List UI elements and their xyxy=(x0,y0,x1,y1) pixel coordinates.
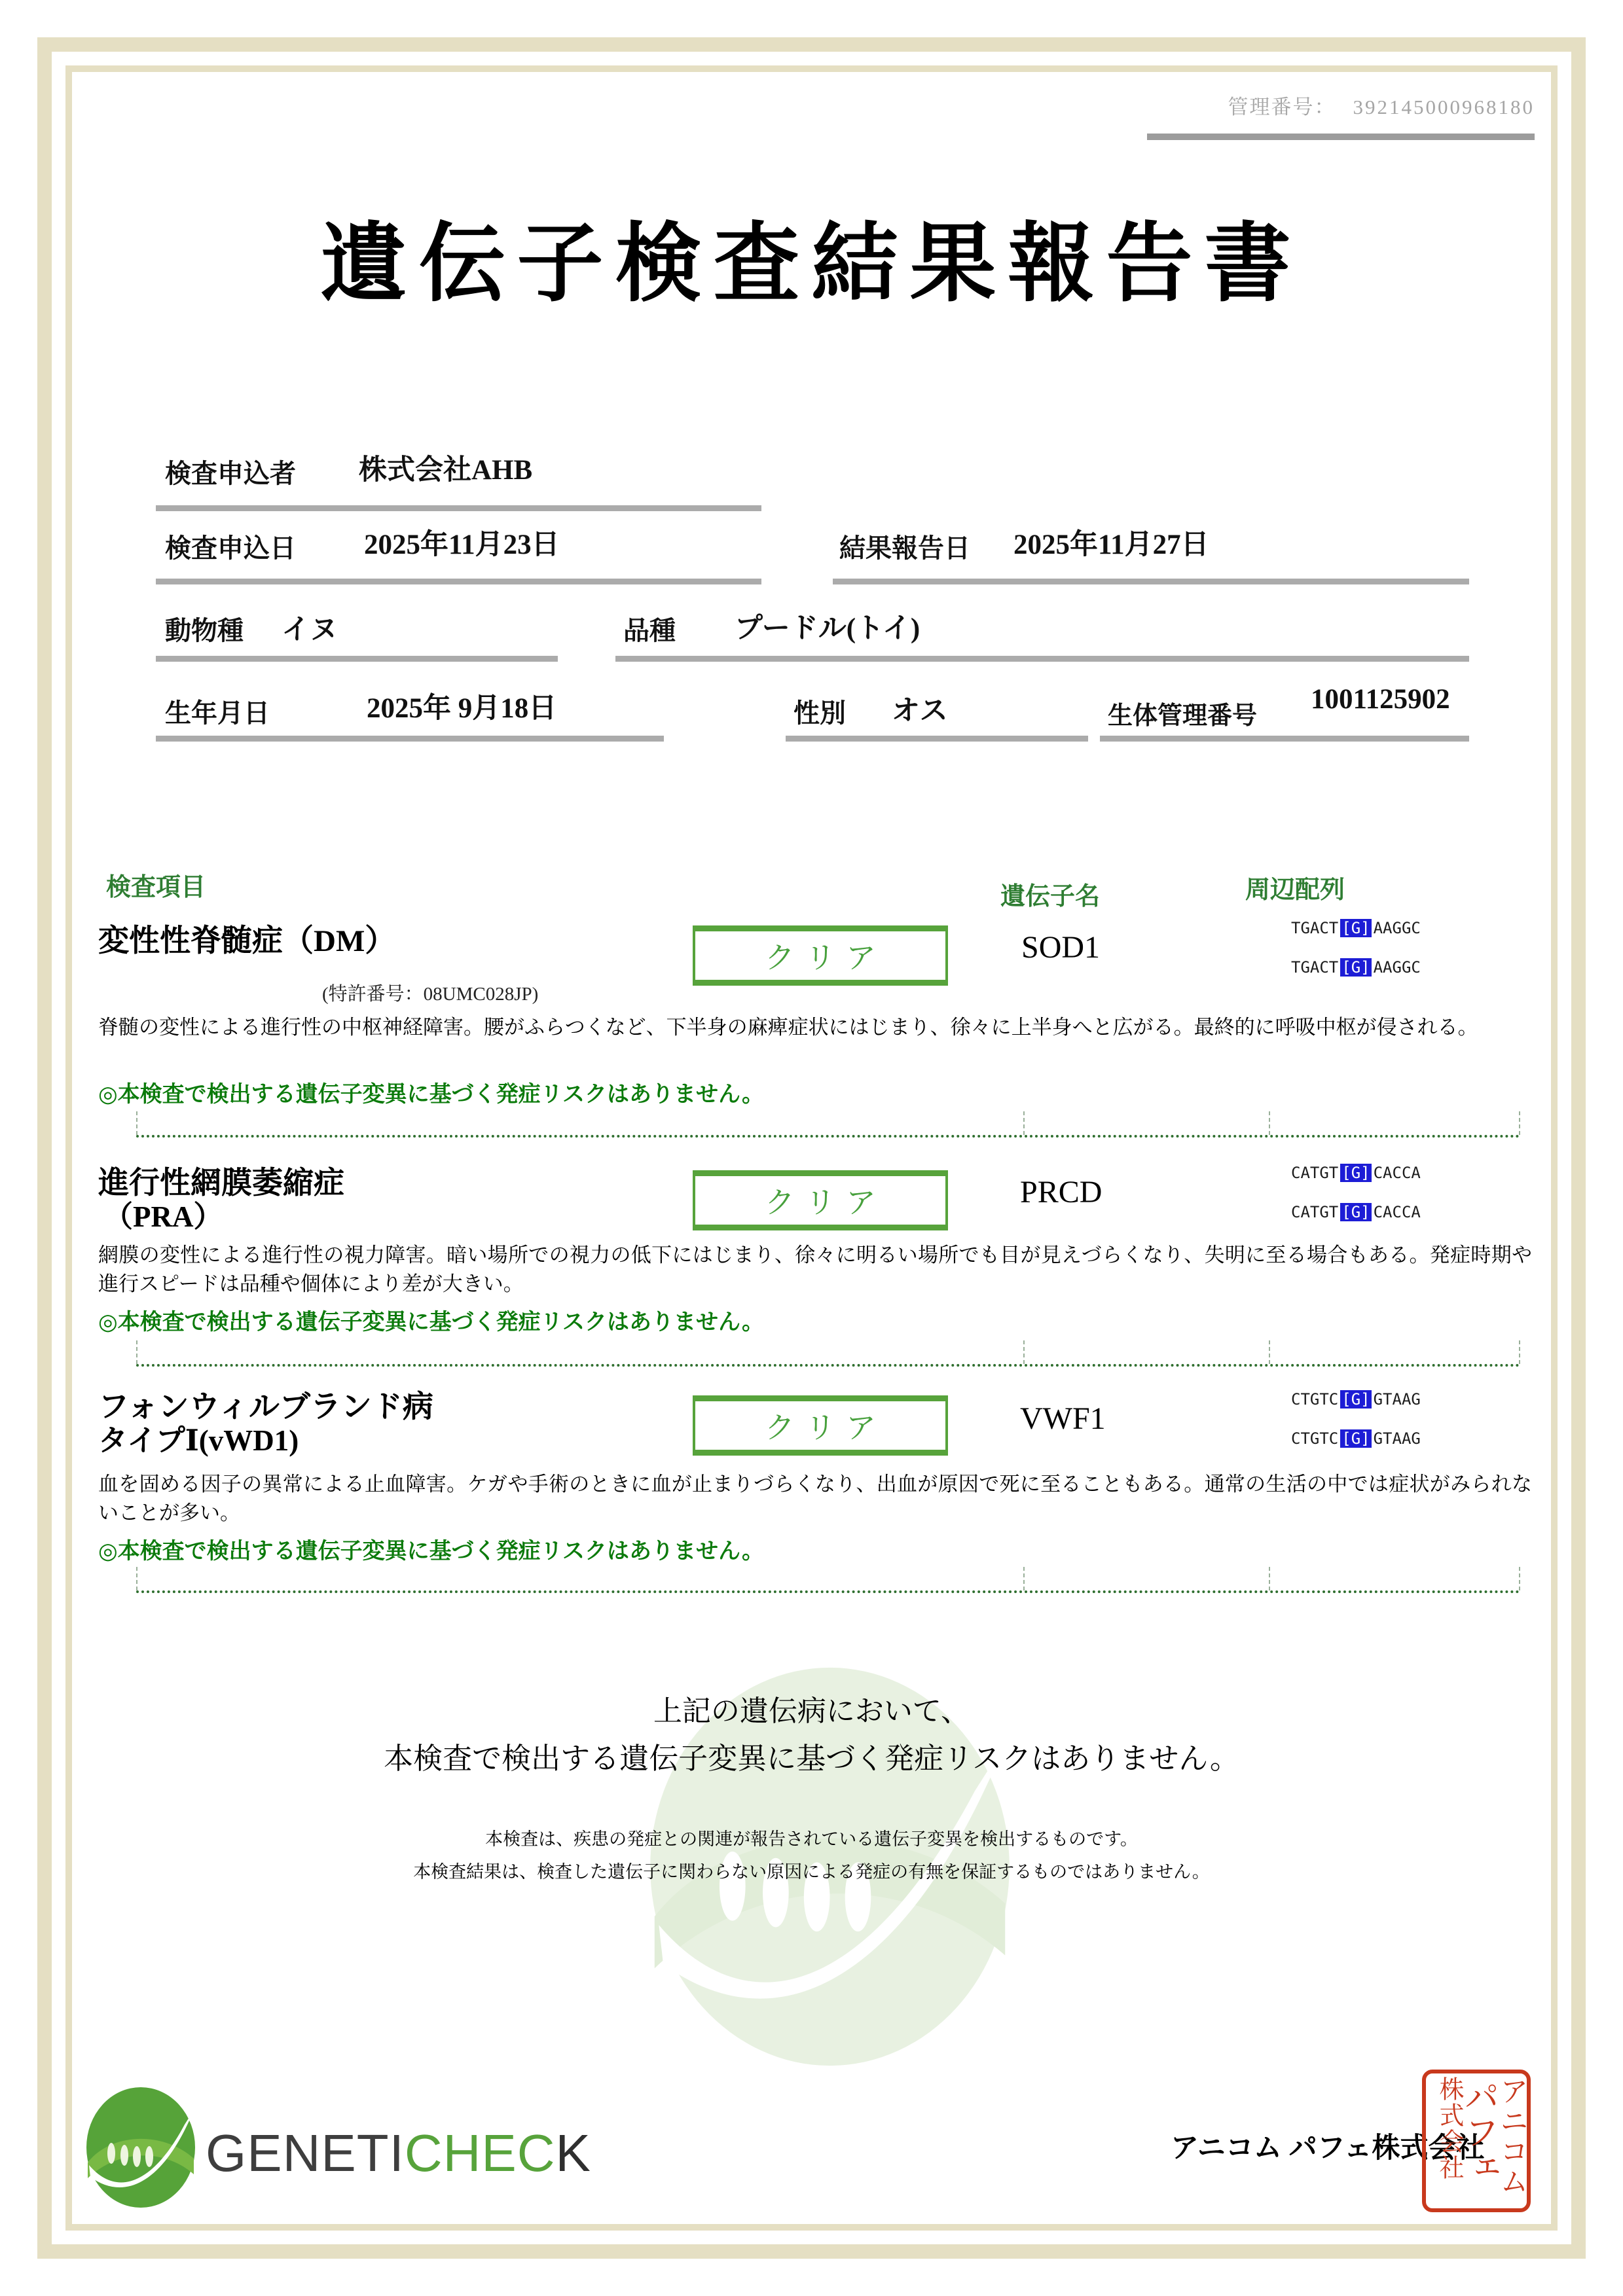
sex-value: オス xyxy=(892,696,948,726)
company-seal-stamp xyxy=(1422,2070,1531,2212)
sequence-line: TGACT [G] AAGGC xyxy=(1291,919,1421,937)
gene-name-dm: SOD1 xyxy=(1021,930,1101,965)
summary-note-2: 本検査結果は、検査した遺伝子に関わらない原因による発症の有無を保証するものではありません。 xyxy=(413,1862,1210,1882)
sex-label: 性別 xyxy=(793,698,846,728)
stamp-column-1: アニコム xyxy=(1495,2076,1527,2197)
issuing-company-name: アニコム パフェ株式会社 xyxy=(1171,2133,1485,2164)
result-badge-dm: クリア xyxy=(693,925,948,986)
breed-label: 品種 xyxy=(623,616,676,645)
result-badge-pra: クリア xyxy=(693,1170,948,1230)
variant-base: [G] xyxy=(1341,1390,1370,1408)
species-label: 動物種 xyxy=(165,616,244,645)
disease-description-dm: 脊髄の変性による進行性の中枢神経障害。腰がふらつくなど、下半身の麻痺症状にはじまり、徐々に上半身へと広がる。最終的に呼吸中枢が侵される。 xyxy=(98,1016,1478,1039)
sequence-line: CTGTC [G] GTAAG xyxy=(1291,1390,1421,1408)
divider-tick xyxy=(136,1567,137,1590)
column-header-gene: 遺伝子名 xyxy=(1000,883,1101,910)
disease-description-vwd: 血を固める因子の異常による止血障害。ケガや手術のときに血が止まりづらくなり、出血が原因で死に至ることもある。通常の生活の中では症状がみられないことが多い。 xyxy=(98,1473,1532,1525)
geneticheck-wordmark xyxy=(206,2123,591,2183)
variant-base: [G] xyxy=(1341,1203,1370,1221)
sequence-line: CTGTC [G] GTAAG xyxy=(1291,1429,1421,1448)
animal-id-value: 1001125902 xyxy=(1311,684,1450,715)
risk-note-pra: ◎本検査で検出する遺伝子変異に基づく発症リスクはありません。 xyxy=(98,1310,765,1335)
sequence-line: CATGT [G] CACCA xyxy=(1291,1203,1421,1221)
divider-tick xyxy=(1519,1567,1520,1590)
divider-tick xyxy=(1023,1111,1025,1135)
patent-number: (特許番号：08UMC028JP) xyxy=(322,984,539,1005)
animal-id-label: 生体管理番号 xyxy=(1108,702,1258,730)
underline xyxy=(156,656,558,662)
section-divider xyxy=(136,1135,1520,1138)
disease-name-dm: 変性性脊髄症（DM） xyxy=(98,924,396,958)
underline xyxy=(786,736,1088,742)
management-number-value: 392145000968180 xyxy=(1353,96,1535,118)
breed-value: プードル(トイ) xyxy=(735,613,921,644)
divider-tick xyxy=(1519,1111,1520,1135)
stamp-column-2: パフェ xyxy=(1459,2079,1499,2185)
gene-name-pra: PRCD xyxy=(1020,1175,1103,1210)
summary-line-1: 上記の遺伝病において、 xyxy=(653,1695,970,1727)
divider-tick xyxy=(1269,1340,1270,1364)
management-number-line xyxy=(1146,90,1535,120)
apply-date-label: 検査申込日 xyxy=(165,533,296,563)
section-divider xyxy=(136,1364,1520,1367)
sequence-line: TGACT [G] AAGGC xyxy=(1291,958,1421,977)
divider-tick xyxy=(1519,1340,1520,1364)
divider-tick xyxy=(136,1111,137,1135)
applicant-label: 検査申込者 xyxy=(165,459,296,488)
section-divider xyxy=(136,1590,1520,1593)
risk-note-dm: ◎本検査で検出する遺伝子変異に基づく発症リスクはありません。 xyxy=(98,1083,765,1107)
disease-name-pra-2: （PRA） xyxy=(103,1200,223,1233)
stamp-column-3: 株式会社 xyxy=(1435,2076,1463,2181)
birth-label: 生年月日 xyxy=(165,698,270,728)
divider-tick xyxy=(1269,1567,1270,1590)
divider-tick xyxy=(1023,1340,1025,1364)
underline xyxy=(156,736,664,742)
sequence-line: CATGT [G] CACCA xyxy=(1291,1164,1421,1182)
disease-description-pra: 網膜の変性による進行性の視力障害。暗い場所での視力の低下にはじまり、徐々に明るい場所でも目が見えづらくなり、失明に至る場合もある。発症時期や進行スピードは品種や個体により差が大きい。 xyxy=(98,1244,1532,1296)
variant-base: [G] xyxy=(1341,958,1370,977)
result-badge-vwd: クリア xyxy=(693,1395,948,1456)
underline xyxy=(1100,736,1469,742)
birth-value: 2025年 9月18日 xyxy=(367,693,557,724)
wordmark-k-checkmark: K xyxy=(555,2124,591,2182)
geneticheck-logo-icon xyxy=(85,2084,196,2211)
management-number-underline xyxy=(1147,134,1535,140)
summary-note-1: 本検査は、疾患の発症との関連が報告されている遺伝子変異を検出するものです。 xyxy=(485,1829,1138,1849)
report-date-label: 結果報告日 xyxy=(839,533,970,563)
management-number-label: 管理番号： xyxy=(1228,96,1336,118)
apply-date-value: 2025年11月23日 xyxy=(364,529,560,560)
wordmark-chec: CHEC xyxy=(404,2124,556,2182)
disease-name-pra: 進行性網膜萎縮症 xyxy=(98,1166,344,1200)
variant-base: [G] xyxy=(1341,919,1370,937)
page-title: 遺伝子検査結果報告書 xyxy=(320,216,1303,312)
species-value: イヌ xyxy=(282,615,338,645)
column-header-sequence: 周辺配列 xyxy=(1245,876,1345,904)
column-header-item: 検査項目 xyxy=(106,874,206,901)
disease-name-vwd-2: タイプⅠ(vWD1) xyxy=(98,1424,299,1457)
underline xyxy=(156,505,761,511)
summary-line-2: 本検査で検出する遺伝子変異に基づく発症リスクはありません。 xyxy=(384,1742,1239,1775)
report-date-value: 2025年11月27日 xyxy=(1013,529,1209,560)
wordmark-geneti: GENETI xyxy=(206,2124,405,2182)
underline xyxy=(156,579,761,584)
disease-name-vwd: フォンウィルブランド病 xyxy=(98,1390,433,1424)
applicant-value: 株式会社AHB xyxy=(359,455,533,486)
divider-tick xyxy=(1023,1567,1025,1590)
gene-name-vwd: VWF1 xyxy=(1020,1401,1106,1436)
variant-base: [G] xyxy=(1341,1164,1370,1182)
underline xyxy=(615,656,1469,662)
underline xyxy=(833,579,1469,584)
divider-tick xyxy=(1269,1111,1270,1135)
risk-note-vwd: ◎本検査で検出する遺伝子変異に基づく発症リスクはありません。 xyxy=(98,1539,765,1564)
variant-base: [G] xyxy=(1341,1429,1370,1448)
divider-tick xyxy=(136,1340,137,1364)
